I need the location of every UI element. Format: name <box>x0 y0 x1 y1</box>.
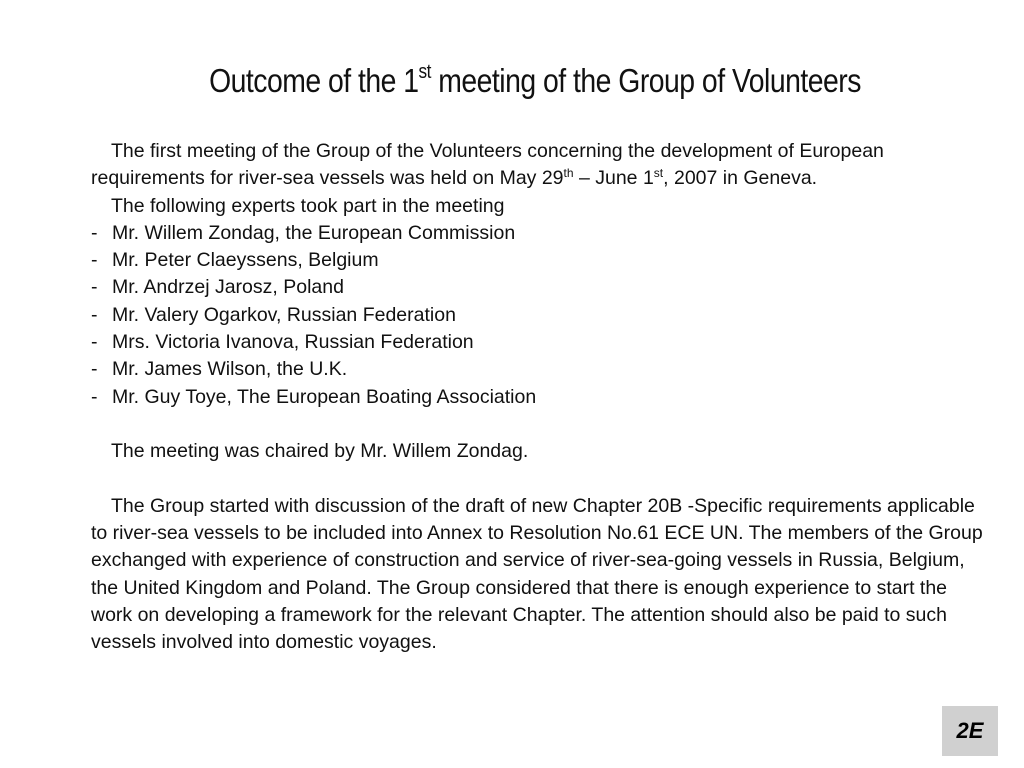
list-item <box>91 356 991 383</box>
page-badge-label: 2E <box>956 718 984 743</box>
list-dash: - <box>91 331 98 354</box>
list-dash: - <box>91 276 98 299</box>
list-dash: - <box>91 249 98 272</box>
expert-name: Mr. Valery Ogarkov, Russian Federation <box>112 303 456 326</box>
expert-name: Mr. James Wilson, the U.K. <box>112 358 348 381</box>
list-dash: - <box>91 385 98 408</box>
expert-name: Mr. Willem Zondag, the European Commission <box>112 221 516 244</box>
list-dash: - <box>91 221 98 244</box>
experts-intro: The following experts took part in the meeting <box>111 194 505 217</box>
discussion-paragraph: The Group started with discussion of the draft of new Chapter 20B -Specific requirements applicable to river-sea vessels to be included into Annex to Resolution No.61 ECE UN. The members of the Group exchanged with experience of construction and service of river-sea-going vessels in Russia, Belgium, the United Kingdom and Poland. The Group considered that there is enough experience to start the work on developing a framework for the relevant Chapter. The attention should also be paid to such vessels involved into domestic voyages. <box>91 494 983 654</box>
list-item <box>91 384 991 411</box>
chair-paragraph: The meeting was chaired by Mr. Willem Zondag. <box>111 440 529 463</box>
slide-body <box>91 138 991 657</box>
list-item <box>91 247 991 274</box>
spacer <box>91 466 991 493</box>
page-badge <box>942 706 998 756</box>
expert-name: Mr. Peter Claeyssens, Belgium <box>112 249 379 272</box>
title-text-end: meeting of the Group of Volunteers <box>430 62 861 99</box>
spacer <box>91 411 991 438</box>
list-item <box>91 274 991 301</box>
intro-text-3: , 2007 in Geneva. <box>663 167 818 190</box>
title-superscript: st <box>418 61 431 83</box>
list-item <box>91 329 991 356</box>
list-dash: - <box>91 358 98 381</box>
expert-name: Mr. Guy Toye, The European Boating Association <box>112 385 537 408</box>
expert-name: Mr. Andrzej Jarosz, Poland <box>112 276 344 299</box>
experts-list <box>91 220 991 411</box>
intro-superscript-1: th <box>563 166 574 181</box>
intro-text-2: – June 1 <box>573 167 654 190</box>
intro-paragraph <box>91 138 991 193</box>
list-item <box>91 220 991 247</box>
list-dash: - <box>91 303 98 326</box>
expert-name: Mrs. Victoria Ivanova, Russian Federation <box>112 331 474 354</box>
intro-text-1: The first meeting of the Group of the Volunteers concerning the development of European requirements for river-sea vessels was held on May 29 <box>91 140 884 190</box>
slide-title <box>75 62 995 100</box>
list-item <box>91 302 991 329</box>
intro-superscript-2: st <box>653 166 664 181</box>
title-text-start: Outcome of the 1 <box>209 62 419 99</box>
